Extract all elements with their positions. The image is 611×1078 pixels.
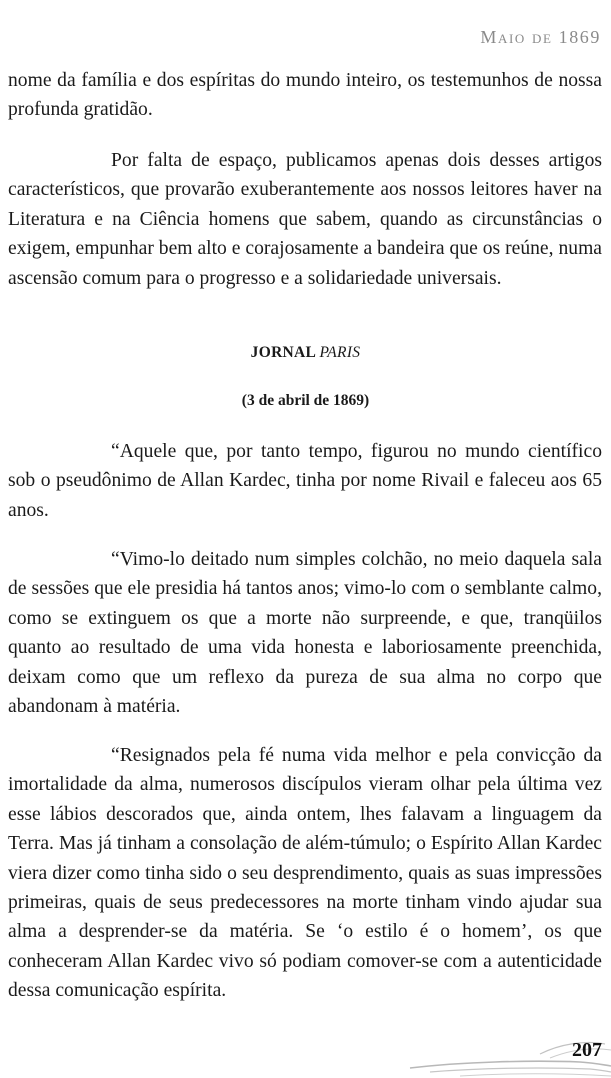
section-heading [0, 344, 611, 362]
running-head: Maio de 1869 [480, 27, 601, 47]
section-heading-paper-name: PARIS [319, 344, 361, 361]
paragraph-intro-end: nome da família e dos espíritas do mundo inteiro, os testemunhos de nossa profunda gratidão. [8, 70, 602, 121]
paragraph-lack-of-space: Por falta de espaço, publicamos apenas dois desses artigos característicos, que provarão exuberantemente aos nossos leitores haver na Literatura e na Ciência homens que sabem, quando as circunstâncias o exigem, empunhar bem alto e corajosamente a bandeira que os reúne, numa ascensão comum para o progresso e a solidariedade universais. [8, 150, 602, 289]
section-heading-prefix: JORNAL [250, 344, 320, 361]
paragraph-quote-resignados: “Resignados pela fé numa vida melhor e pela convicção da imortalidade da alma, numerosos discípulos vieram olhar pela última vez esse lábios descorados que, ainda ontem, lhes falavam a linguagem da Terra. Mas já tinham a consolação de além-túmulo; o Espírito Allan Kardec viera dizer como tinha sido o seu desprendimento, quais as suas impressões primeiras, quais de seus predecessores na morte tinham vindo ajudar sua alma a desprender-se da matéria. Se ‘o estilo é o homem’, os que conheceram Allan Kardec vivo só podiam comover-se com a autenticidade dessa comunicação espírita. [8, 745, 602, 1002]
section-date: (3 de abril de 1869) [241, 392, 370, 409]
paragraph-quote-vimo: “Vimo-lo deitado num simples colchão, no meio daquela sala de sessões que ele presidia há tantos anos; vimo-lo com o semblante calmo, como se extinguem os que a morte não surpreende, e que, tranqüilos quanto ao resultado de uma vida honesta e laboriosamente preenchida, deixam como que um reflexo da pureza de sua alma no corpo que abandonam à matéria. [8, 549, 602, 718]
paragraph-quote-aquele: “Aquele que, por tanto tempo, figurou no mundo científico sob o pseudônimo de Allan Kardec, tinha por nome Rivail e faleceu aos 65 anos. [8, 441, 602, 521]
page-number: 207 [572, 1039, 602, 1061]
